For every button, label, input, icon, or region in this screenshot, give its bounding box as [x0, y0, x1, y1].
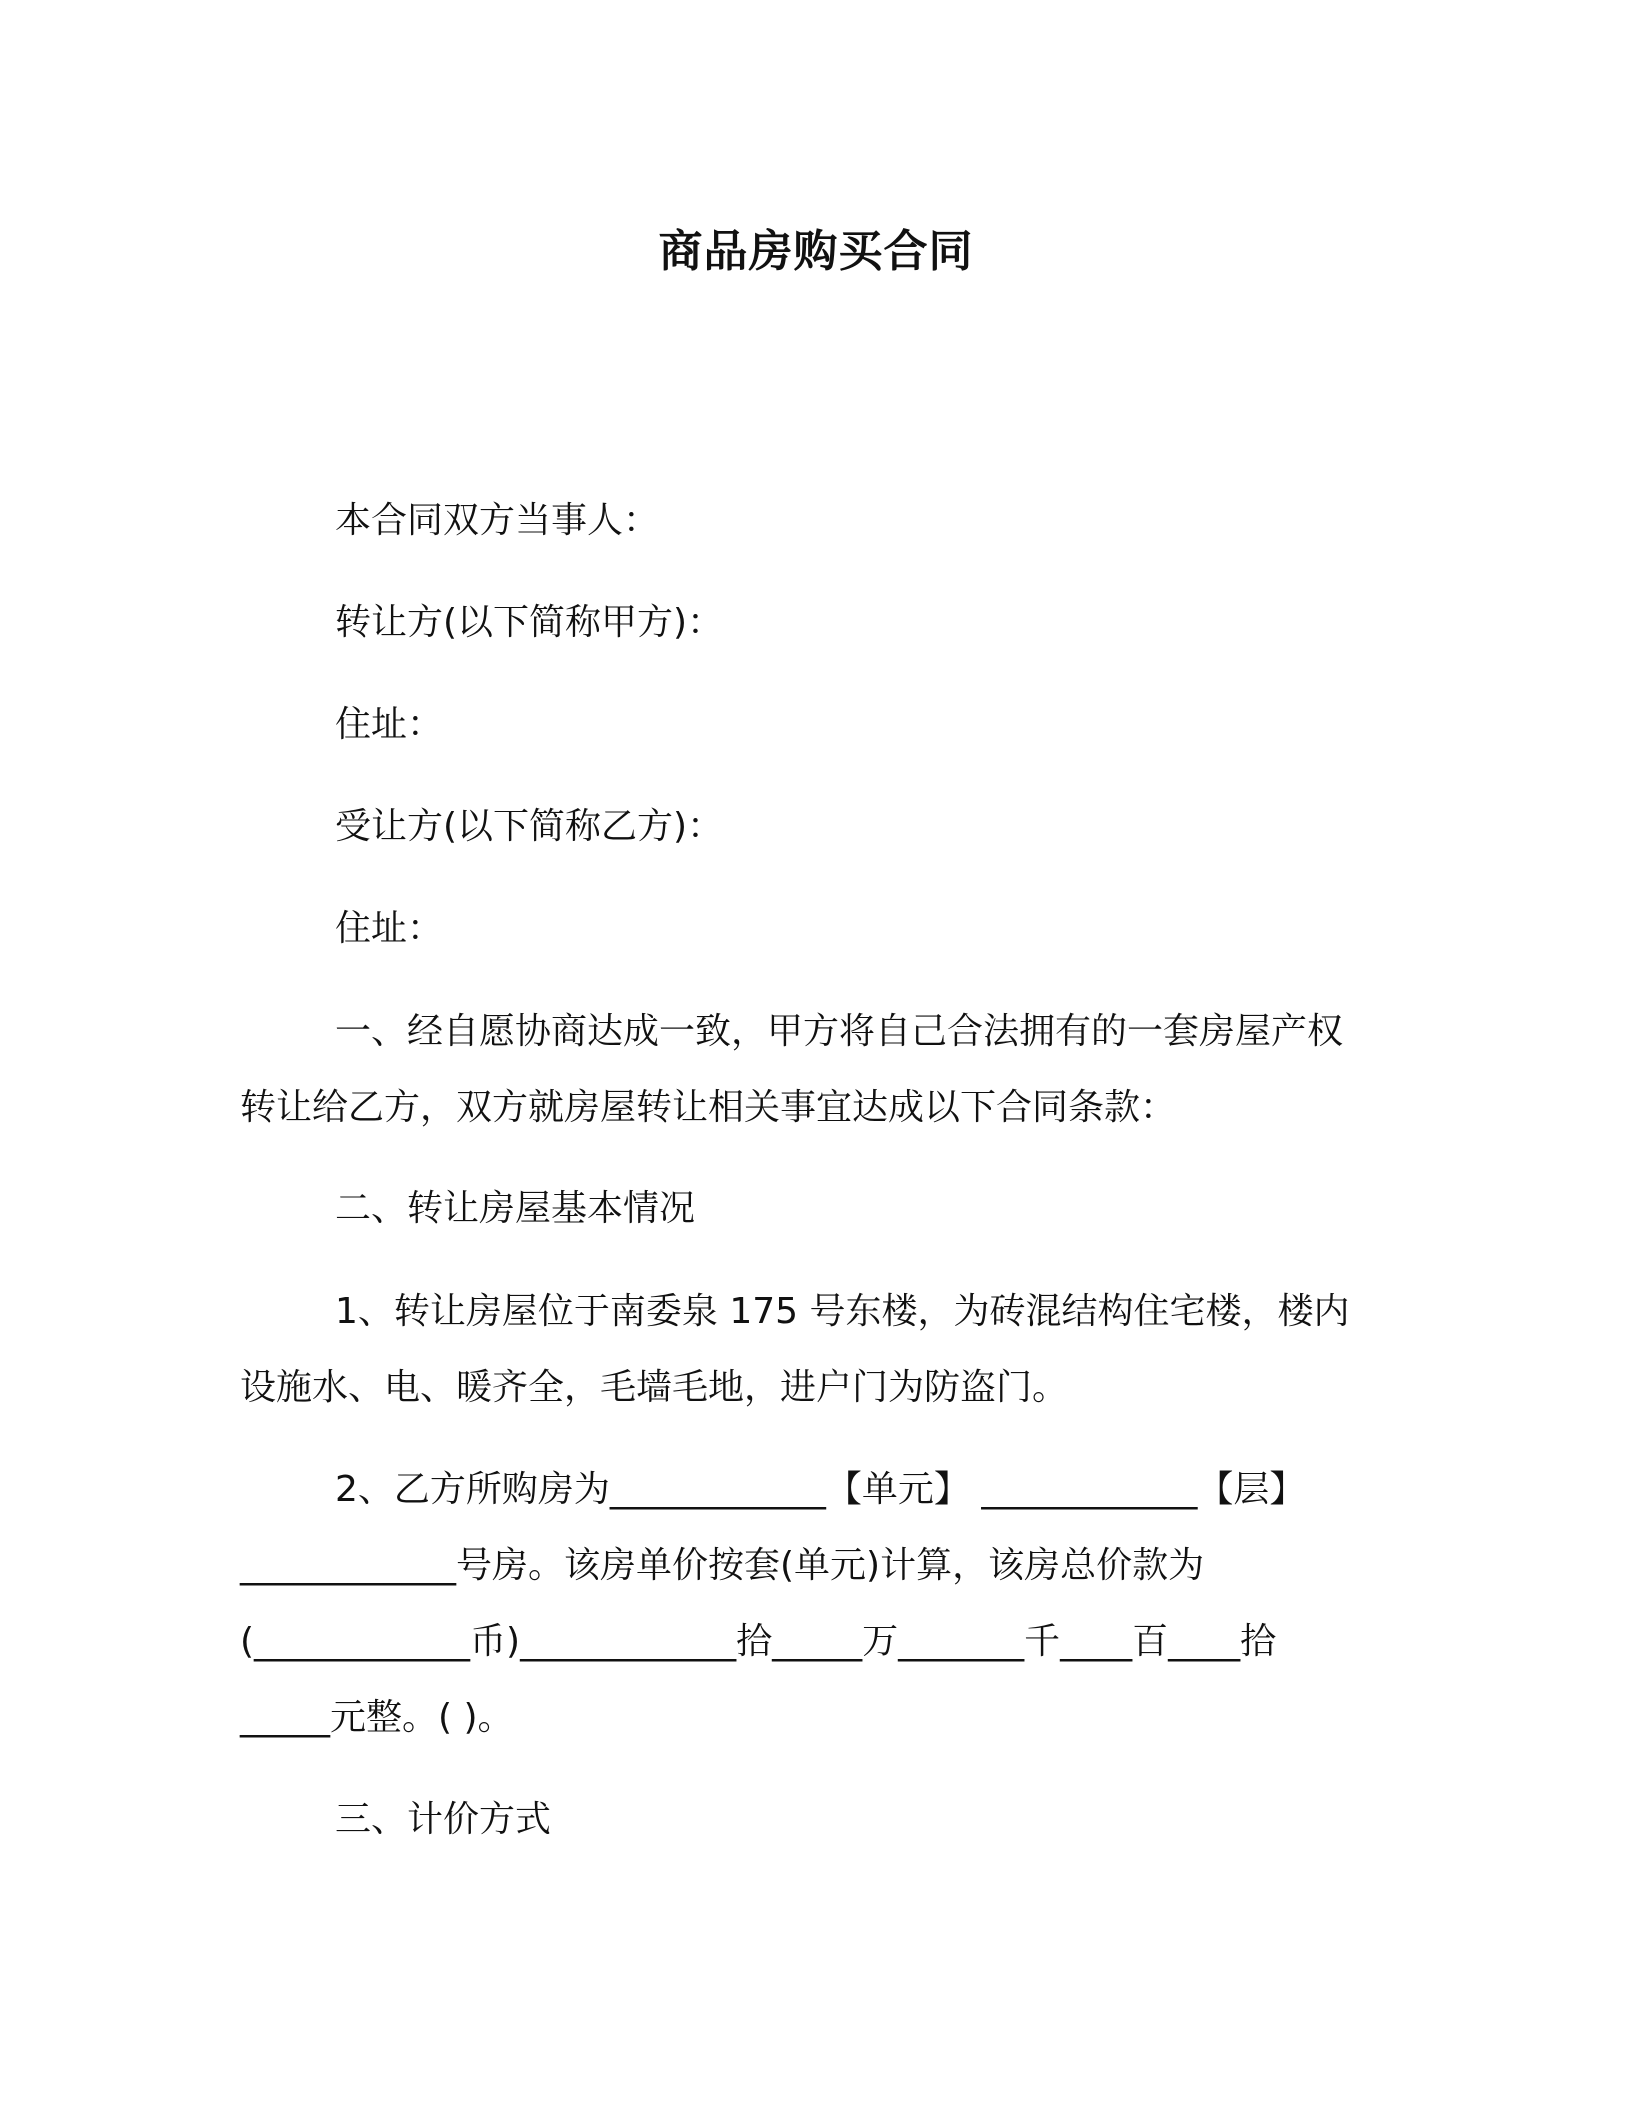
- transferee-line: 受让方(以下简称乙方)：: [335, 806, 724, 847]
- clause-3-heading: 三、计价方式: [335, 1799, 552, 1840]
- clause-2-2-line-4: _____元整。( )。: [240, 1697, 514, 1738]
- clause-2-2-line-3: (____________币)____________拾_____万_______千____百____拾: [240, 1621, 1277, 1662]
- clause-2-1-line-2: 设施水、电、暖齐全，毛墙毛地，进户门为防盗门。: [240, 1367, 1069, 1408]
- clause-2-heading: 二、转让房屋基本情况: [335, 1188, 696, 1229]
- clause-2-1-line-1: 1、转让房屋位于南委泉 175 号东楼，为砖混结构住宅楼，楼内: [335, 1291, 1350, 1332]
- document-title: 商品房购买合同: [658, 226, 974, 277]
- clause-1-line-1: 一、经自愿协商达成一致，甲方将自己合法拥有的一套房屋产权: [335, 1011, 1344, 1052]
- transferee-address-line: 住址：: [335, 908, 444, 949]
- clause-2-2-line-1: 2、乙方所购房为____________【单元】 ____________【层】: [335, 1469, 1306, 1510]
- clause-1-line-2: 转让给乙方，双方就房屋转让相关事宜达成以下合同条款：: [240, 1087, 1177, 1128]
- transferor-line: 转让方(以下简称甲方)：: [335, 602, 724, 643]
- transferor-address-line: 住址：: [335, 704, 444, 745]
- parties-heading: 本合同双方当事人：: [335, 500, 660, 541]
- clause-2-2-line-2: ____________号房。该房单价按套(单元)计算，该房总价款为: [240, 1545, 1205, 1586]
